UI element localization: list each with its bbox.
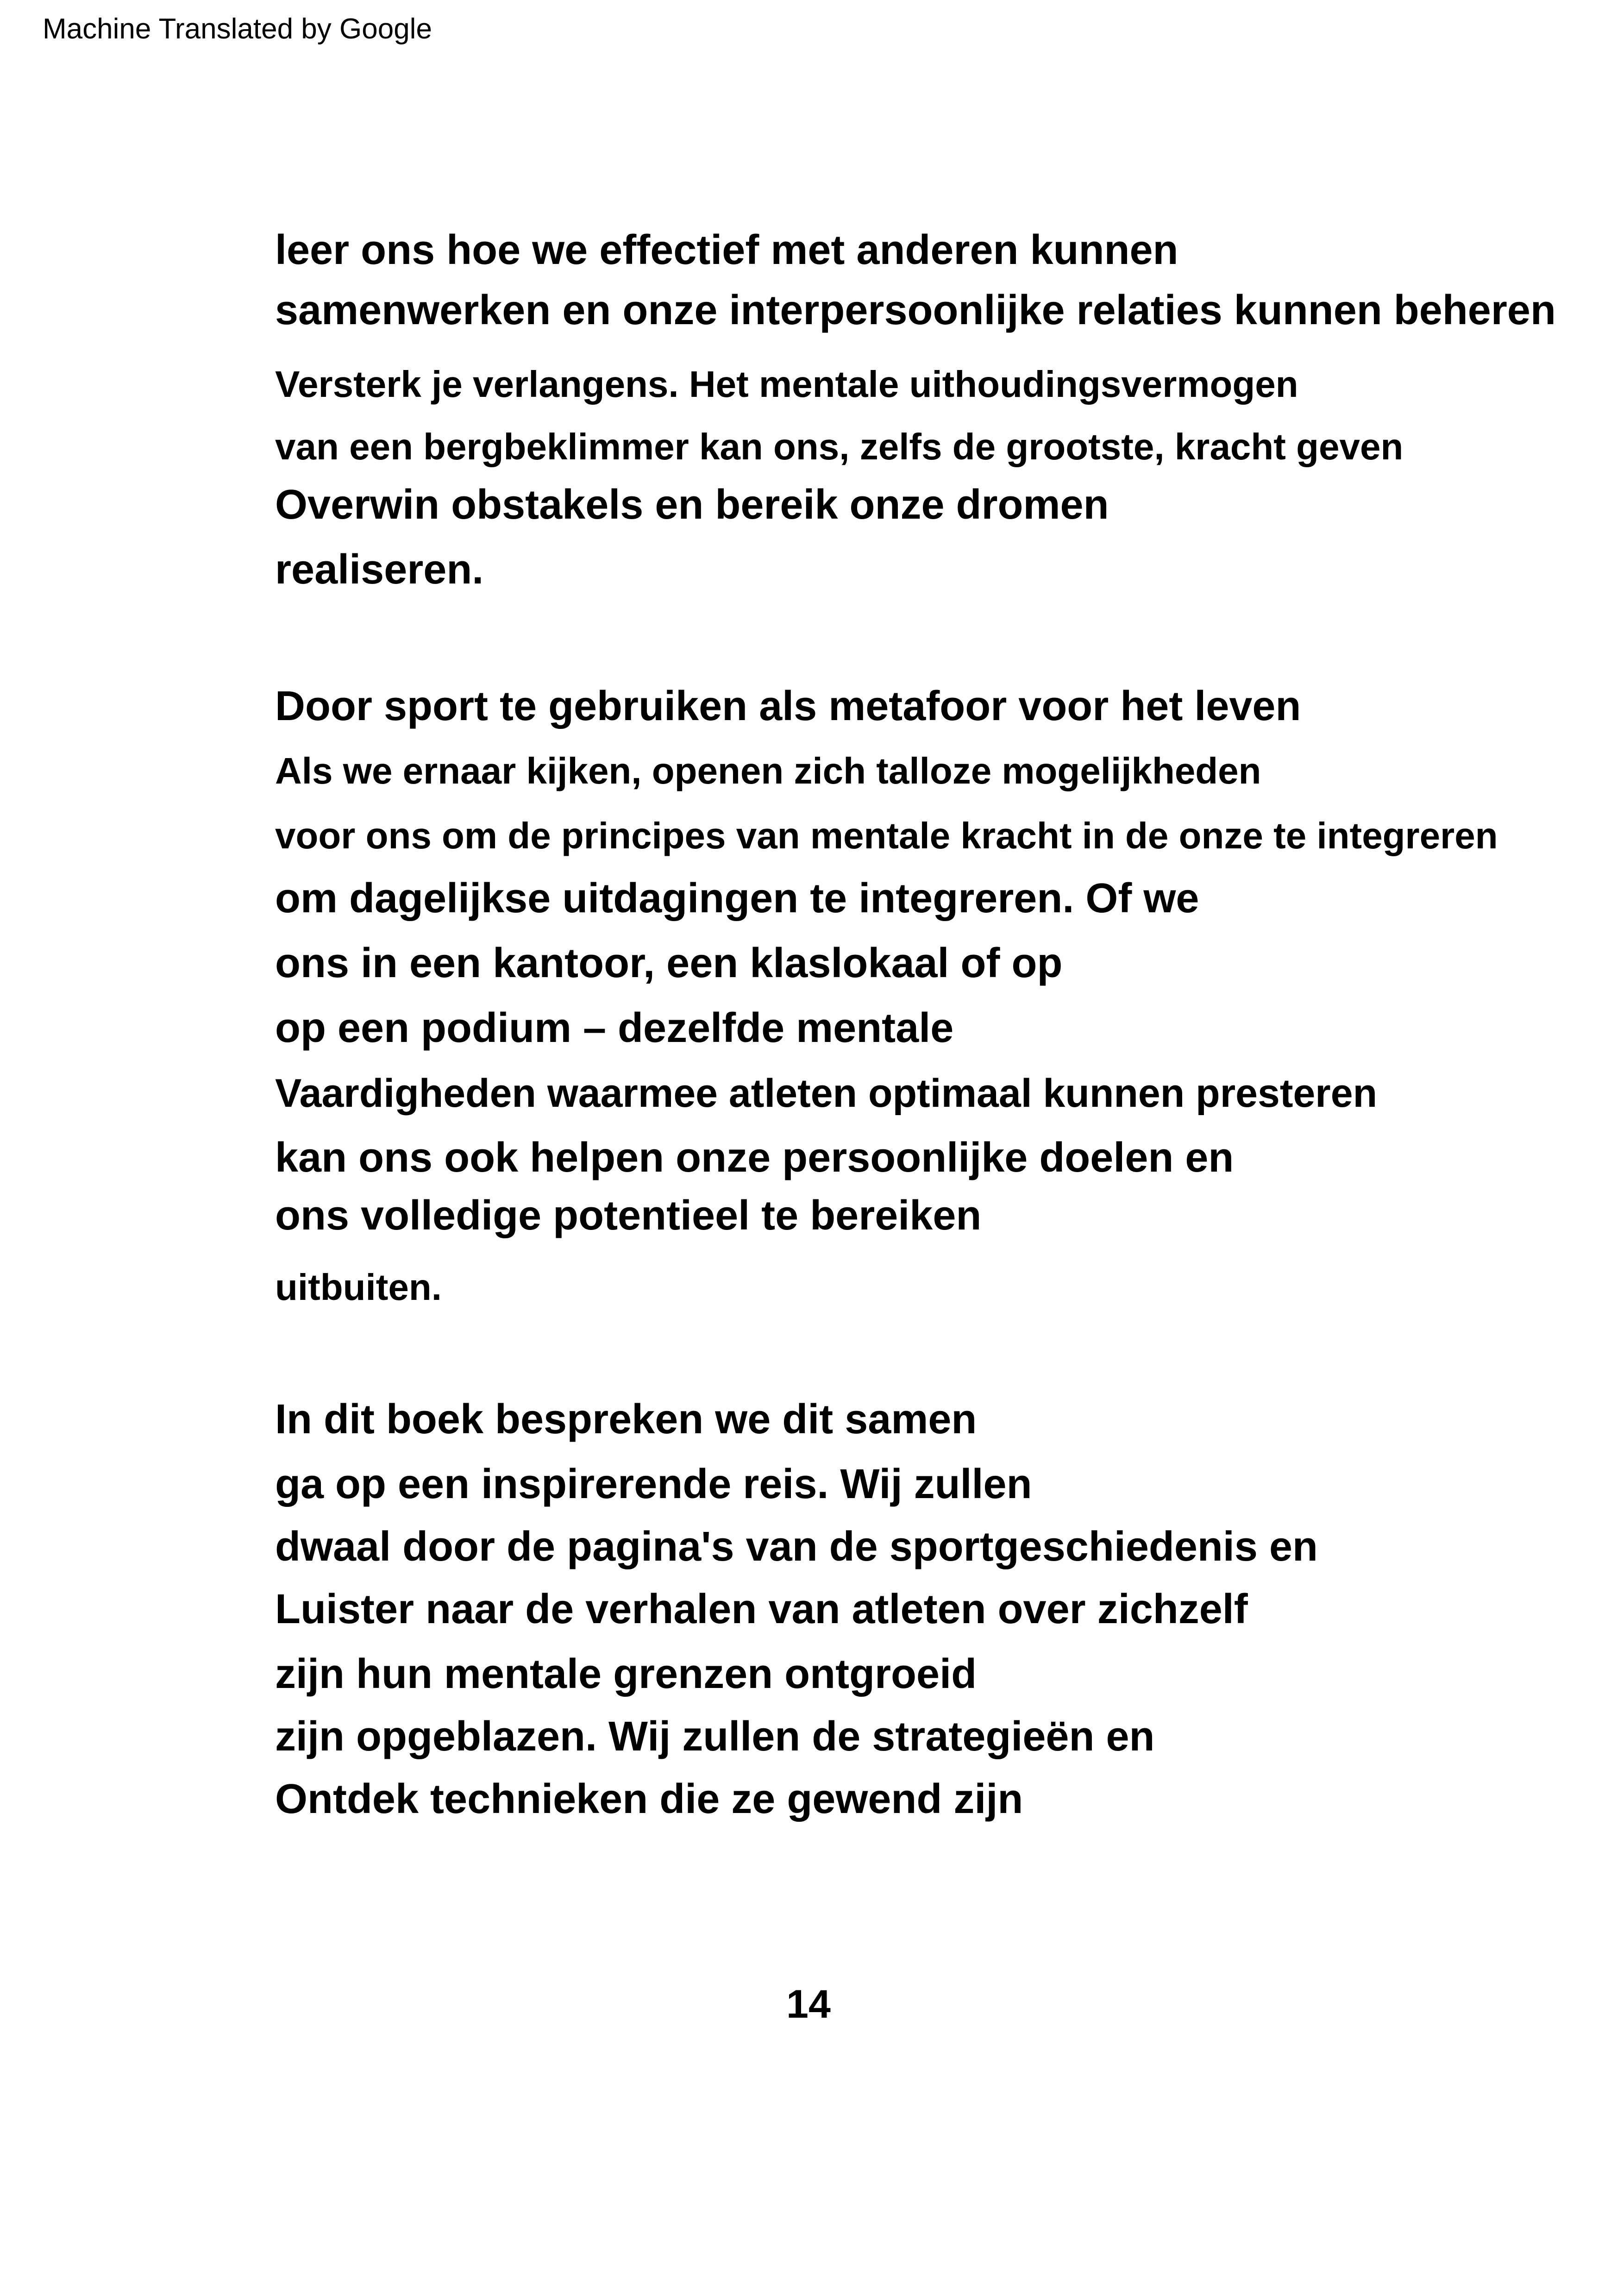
text-line: dwaal door de pagina's van de sportgeschiedenis en: [275, 1524, 1318, 1570]
text-line: In dit boek bespreken we dit samen: [275, 1396, 977, 1443]
text-line: samenwerken en onze interpersoonlijke relaties kunnen beheren: [275, 287, 1556, 333]
text-line: op een podium – dezelfde mentale: [275, 1005, 954, 1051]
text-line: ons in een kantoor, een klaslokaal of op: [275, 940, 1063, 986]
text-line: Versterk je verlangens. Het mentale uithoudingsvermogen: [275, 364, 1298, 405]
text-line: kan ons ook helpen onze persoonlijke doelen en: [275, 1135, 1234, 1181]
text-line: om dagelijkse uitdagingen te integreren. Of we: [275, 875, 1199, 922]
text-line: zijn hun mentale grenzen ontgroeid: [275, 1651, 977, 1697]
text-line: voor ons om de principes van mentale kracht in de onze te integreren: [275, 815, 1498, 856]
text-line: Overwin obstakels en bereik onze dromen: [275, 482, 1109, 528]
text-line: Als we ernaar kijken, openen zich talloze mogelijkheden: [275, 750, 1261, 791]
text-line: zijn opgeblazen. Wij zullen de strategieën en: [275, 1713, 1155, 1760]
text-line: ga op een inspirerende reis. Wij zullen: [275, 1461, 1032, 1507]
machine-translation-note: Machine Translated by Google: [43, 13, 432, 45]
text-line: Luister naar de verhalen van atleten over zichzelf: [275, 1586, 1248, 1632]
text-line: realiseren.: [275, 546, 484, 593]
text-line: Ontdek technieken die ze gewend zijn: [275, 1776, 1023, 1822]
page-number: 14: [786, 1982, 831, 2026]
text-line: Door sport te gebruiken als metafoor voor het leven: [275, 683, 1301, 729]
text-line: uitbuiten.: [275, 1267, 442, 1308]
text-line: Vaardigheden waarmee atleten optimaal kunnen presteren: [275, 1071, 1378, 1116]
text-line: leer ons hoe we effectief met anderen kunnen: [275, 227, 1178, 273]
text-line: ons volledige potentieel te bereiken: [275, 1192, 982, 1239]
text-line: van een bergbeklimmer kan ons, zelfs de grootste, kracht geven: [275, 426, 1404, 467]
